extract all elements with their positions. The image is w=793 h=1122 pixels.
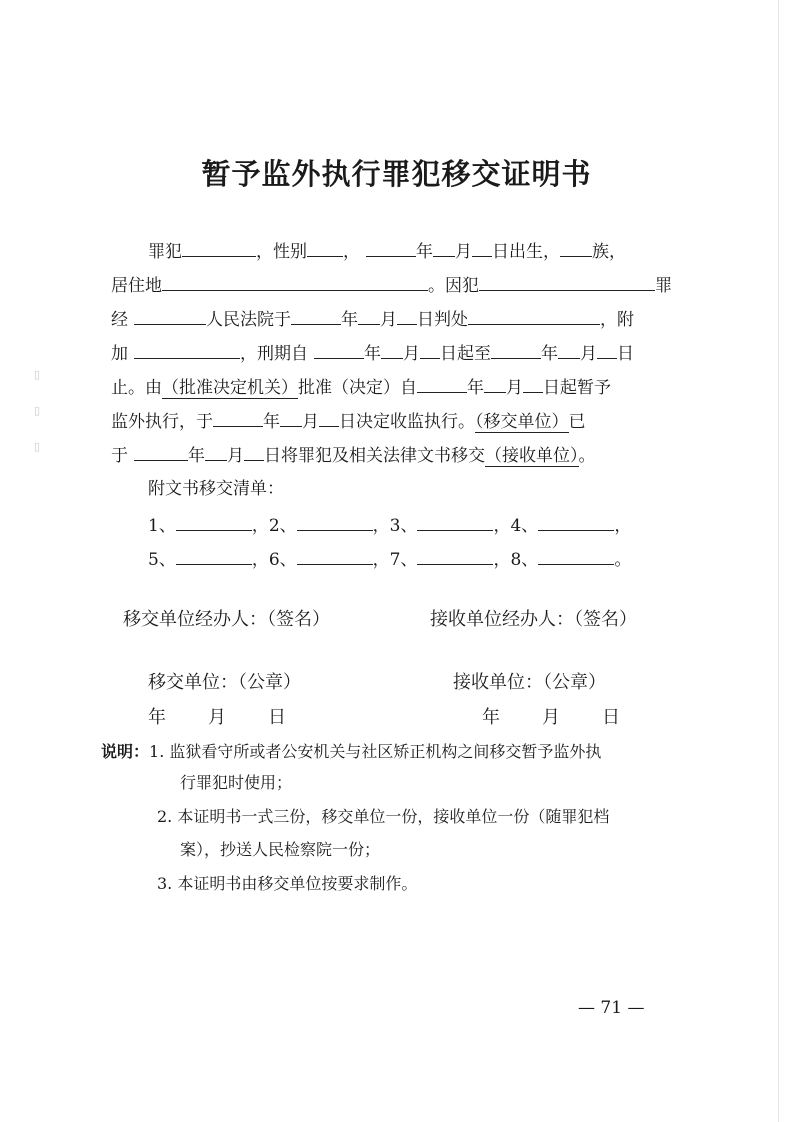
blank-term-start-year [314,340,364,359]
body-line-3 [111,306,634,332]
blank-additional-penalty [134,340,240,359]
page-number: — 71 — [578,998,645,1018]
item-label: 1、 [148,516,176,536]
text: 于 [111,446,128,466]
year-label: 年 [482,707,500,728]
text: 年 [341,310,358,330]
notes-item-2-continued: 案），抄送人民检察院一份； [180,840,381,859]
text: ，性别 [256,242,307,262]
receive-date [482,706,620,730]
notes-item-1-continued: 行罪犯时使用； [180,773,293,792]
text: 止。由 [111,378,162,398]
notes-item-3: 3. 本证明书由移交单位按要求制作。 [157,874,418,893]
text: 经 [111,310,128,330]
attachment-list-heading: 附文书移交清单： [148,479,284,499]
blank-attachment-2 [297,512,373,531]
text: 罪犯 [148,242,182,262]
blank-residence [162,272,428,291]
item-label: ， [614,516,632,536]
blank-birth-year [366,238,416,257]
text: ，刑期自 [240,344,308,364]
blank-transfer-year [134,442,188,461]
month-label: 月 [542,707,560,728]
blank-birth-day [472,238,492,257]
text: 已 [568,412,586,432]
scan-artifact: ▯ [34,404,41,417]
blank-release-day [523,374,543,393]
blank-transfer-day [244,442,264,461]
transfer-date [148,706,286,730]
blank-birth-month [433,238,455,257]
body-line-4 [111,340,634,366]
blank-crime [479,272,655,291]
blank-term-end-month [558,340,580,359]
day-label: 日 [268,707,286,728]
notes-label: 说明： [101,742,150,761]
text: 月 [227,446,244,466]
item-label: ，6、 [251,550,297,570]
blank-recall-month [280,408,302,427]
blank-criminal-name [182,238,256,257]
notes-item-1 [101,740,601,764]
text: 。因犯 [428,276,479,296]
note-text: 1. 监狱看守所或者公安机关与社区矫正机构之间移交暂予监外执 [149,742,602,761]
text: 人民法院于 [206,310,291,330]
approving-authority-placeholder: （批准决定机关） [162,378,298,398]
text: 族， [592,242,626,262]
text: 年 [416,242,433,262]
text: 日判处 [417,310,468,330]
blank-judgment-day [397,306,417,325]
text: 年 [364,344,381,364]
text: 日起暂予 [543,378,611,398]
blank-attachment-3 [417,512,493,531]
text: 日起至 [440,344,491,364]
text: 年 [188,446,205,466]
day-label: 日 [602,707,620,728]
blank-ethnicity [560,238,592,257]
item-label: ，3、 [372,516,418,536]
blank-judgment-year [291,306,341,325]
notes-item-2: 2. 本证明书一式三份，移交单位一份，接收单位一份（随罪犯档 [157,807,610,826]
text: 日将罪犯及相关法律文书移交 [264,446,485,466]
receive-handler-signature: 接收单位经办人：（签名） [430,609,637,630]
text: 日出生， [492,242,560,262]
item-label: ，2、 [251,516,297,536]
transfer-handler-signature: 移交单位经办人：（签名） [123,609,330,630]
blank-attachment-6 [297,546,373,565]
blank-release-year [417,374,467,393]
body-line-1 [148,238,626,264]
text: 罪 [655,276,672,296]
blank-gender [307,238,343,257]
blank-term-end-day [597,340,617,359]
blank-recall-year [213,408,263,427]
text: 加 [111,344,128,364]
blank-judgment-month [358,306,380,325]
attachment-row-1 [148,512,631,538]
text: 监外执行，于 [111,412,213,432]
receive-unit-seal: 接收单位：（公章） [453,672,606,693]
text: ， [343,242,360,262]
item-label: ，7、 [372,550,418,570]
blank-term-start-month [381,340,403,359]
blank-release-month [484,374,506,393]
text: 居住地 [111,276,162,296]
blank-court [134,306,206,325]
item-label: ，4、 [493,516,539,536]
text: ，附 [600,310,634,330]
text: 日决定收监执行。 [339,412,475,432]
month-label: 月 [208,707,226,728]
body-line-2 [111,272,672,298]
body-line-7 [111,442,596,468]
text: 年 [263,412,280,432]
year-label: 年 [148,707,166,728]
text: 。 [578,446,596,466]
transfer-unit-placeholder: （移交单位） [475,412,569,432]
item-label: 5、 [148,550,176,570]
body-line-6 [111,408,586,434]
blank-attachment-4 [538,512,614,531]
text: 年 [541,344,558,364]
item-label: 。 [614,550,632,570]
text: 日 [617,344,634,364]
scan-artifact: ▯ [34,440,41,453]
blank-term-end-year [491,340,541,359]
blank-recall-day [319,408,339,427]
scan-artifact: ▯ [34,368,41,381]
text: 年 [467,378,484,398]
blank-attachment-5 [176,546,252,565]
text: 月 [580,344,597,364]
text: 批准（决定）自 [298,378,417,398]
text: 月 [403,344,420,364]
text: 月 [380,310,397,330]
blank-sentence [468,306,600,325]
transfer-unit-seal: 移交单位：（公章） [148,672,301,693]
blank-term-start-day [420,340,440,359]
item-label: ，8、 [493,550,539,570]
blank-transfer-month [205,442,227,461]
attachment-row-2 [148,546,631,572]
text: 月 [455,242,472,262]
body-line-5 [111,374,611,400]
text: 月 [506,378,523,398]
text: 月 [302,412,319,432]
blank-attachment-1 [176,512,252,531]
blank-attachment-8 [538,546,614,565]
blank-attachment-7 [417,546,493,565]
document-title: 暂予监外执行罪犯移交证明书 [201,157,592,191]
receiving-unit-placeholder: （接收单位） [485,446,579,466]
